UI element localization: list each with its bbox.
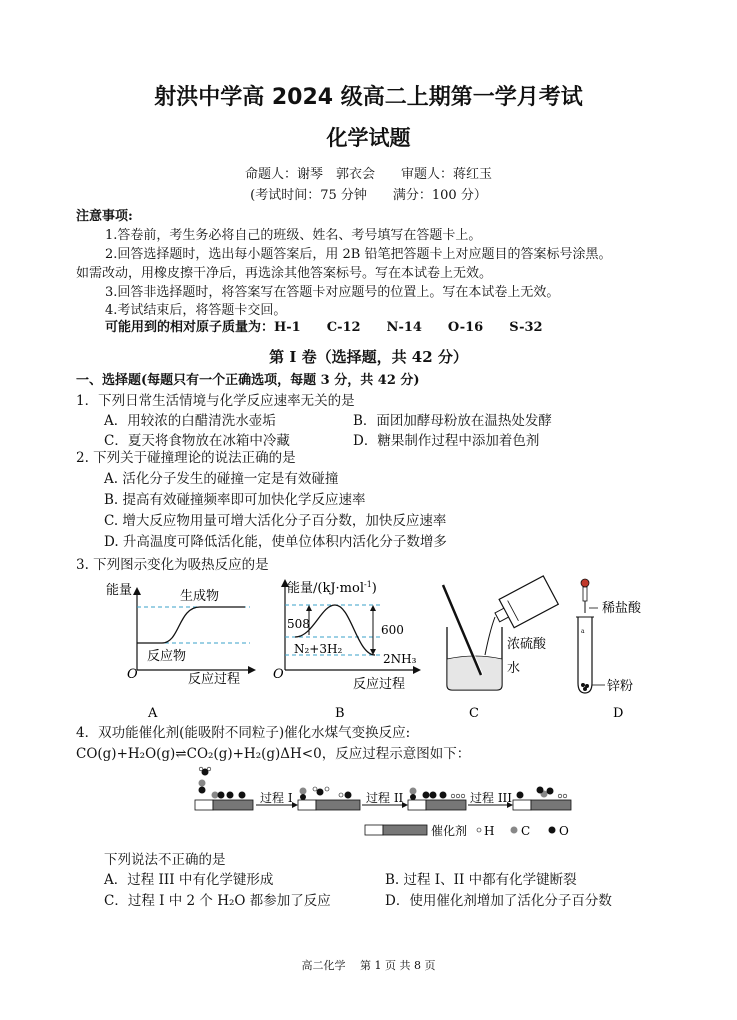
q4-option-a: A．过程 III 中有化学键形成 [104,872,274,888]
exam-title: 射洪中学高 2024 级高二上期第一学月考试 [154,85,583,110]
fig-a-origin: O [127,667,138,682]
fig-d-acid: 稀盐酸 [602,601,642,616]
process-2-label: 过程 II [366,791,404,805]
notice-item-1: 1.答卷前，考生务必将自己的班级、姓名、考号填写在答题卡上。 [105,228,482,243]
q2-option-a: A. 活化分子发生的碰撞一定是有效碰撞 [104,471,339,487]
notice-item-2a: 2.回答选择题时，选出每小题答案后，用 2B 铅笔把答题卡上对应题目的答案标号涂黑。 [105,247,612,262]
q2-option-d: D. 升高温度可降低活化能，使单位体积内活化分子数增多 [104,534,447,550]
fig-b-ylabel: 能量/(kJ·mol$^{-1}$) [287,580,377,596]
legend-c: C [521,824,531,838]
q2-option-b: B. 提高有效碰撞频率即可加快化学反应速率 [104,492,366,508]
process-1-label: 过程 I [260,791,293,805]
q4-option-b: B. 过程 I、II 中都有化学键断裂 [385,872,577,888]
atomic-masses: 可能用到的相对原子质量为：H-1 C-12 N-14 O-16 S-32 [105,320,543,335]
q2-option-c: C. 增大反应物用量可增大活化分子百分数，加快反应速率 [104,513,447,529]
exam-subtitle: 化学试题 [326,126,411,150]
fig-c-label: C [469,706,479,720]
q4-equation: CO(g)+H₂O(g)⇌CO₂(g)+H₂(g)ΔH<0，反应过程示意图如下： [76,746,471,762]
fig-b-600: 600 [381,623,404,637]
svg-text:a: a [581,628,585,635]
legend-catalyst: 催化剂 [431,824,468,838]
part-heading: 一、选择题(每题只有一个正确选项，每题 3 分，共 42 分) [76,373,420,388]
q3-figure-c [435,575,575,720]
fig-a-reactant: 反应物 [147,649,187,664]
q3-stem: 3. 下列图示变化为吸热反应的是 [76,557,269,573]
q2-stem: 2. 下列关于碰撞理论的说法正确的是 [76,450,296,466]
notice-item-3: 3.回答非选择题时，将答案写在答题卡对应题号的位置上。写在本试卷上无效。 [105,285,560,300]
q3-figure-a [100,575,260,720]
page-footer: 高二化学 第 1 页 共 8 页 [301,959,436,972]
fig-b-label: B [335,706,345,720]
q4-option-d: D．使用催化剂增加了活化分子百分数 [385,893,612,909]
fig-b-xlabel: 反应过程 [353,677,406,692]
authors-line: 命题人：谢琴 郭衣会 审题人：蒋红玉 [244,167,492,182]
notice-item-2b: 如需改动，用橡皮擦干净后，再选涂其他答案标号。写在本试卷上无效。 [76,266,493,281]
q3-figure-d [565,575,675,720]
fig-c-water: 水 [507,661,521,676]
fig-d-label: D [613,706,624,720]
q1-option-c: C．夏天将食物放在冰箱中冷藏 [104,433,290,449]
q4-stem: 4．双功能催化剂(能吸附不同粒子)催化水煤气变换反应: [76,725,411,741]
notice-heading: 注意事项: [76,209,133,224]
q4-question: 下列说法不正确的是 [104,852,226,868]
q3-figure-b [265,575,430,720]
molecule-h2o-pair [199,767,211,793]
fig-b-product: 2NH₃ [383,652,417,666]
fig-a-xlabel: 反应过程 [188,672,241,687]
q1-option-a: A．用较浓的白醋清洗水壶垢 [104,413,276,429]
section-heading: 第 I 卷（选择题，共 42 分） [269,348,468,366]
fig-b-reactants: N₂+3H₂ [294,642,343,656]
fig-a-product: 生成物 [180,589,220,604]
process-3-label: 过程 III [470,791,513,805]
fig-d-zinc: 锌粉 [607,679,634,694]
q1-option-d: D．糖果制作过程中添加着色剂 [353,433,540,449]
q4-process-diagram [190,764,590,844]
q1-option-b: B．面团加酵母粉放在温热处发酵 [353,413,552,429]
fig-a-label: A [148,706,158,720]
fig-b-508: 508 [287,617,310,631]
q1-stem: 1．下列日常生活情境与化学反应速率无关的是 [76,393,355,409]
legend-o: O [559,824,569,838]
fig-a-ylabel: 能量 [106,583,133,598]
fig-b-origin: O [273,667,284,682]
exam-info-line: (考试时间：75 分钟 满分：100 分） [250,188,487,203]
notice-item-4: 4.考试结束后，将答题卡交回。 [105,303,287,318]
q4-option-c: C．过程 I 中 2 个 H₂O 都参加了反应 [104,893,331,909]
legend-h: H [484,824,495,838]
fig-c-acid: 浓硫酸 [507,637,547,652]
